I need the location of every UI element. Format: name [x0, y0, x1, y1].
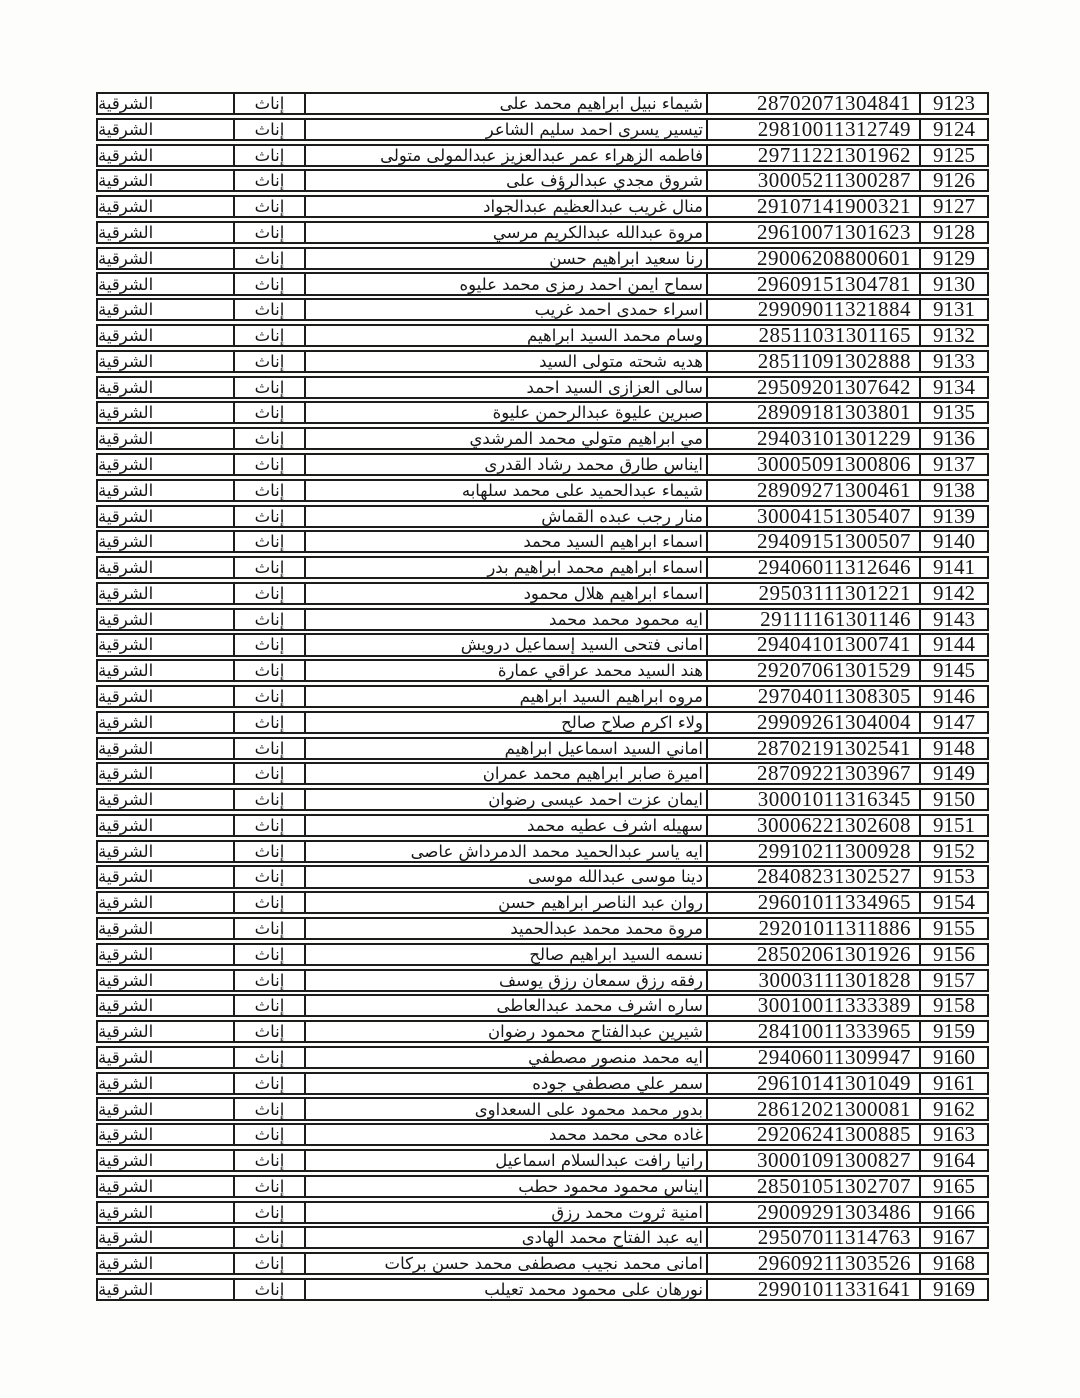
national-id-cell: 30010011333389 — [706, 996, 921, 1015]
governorate-cell: الشرقية — [98, 223, 235, 242]
national-id-cell: 29404101300741 — [706, 635, 921, 654]
gender-cell: إناث — [235, 249, 306, 268]
gender-cell: إناث — [235, 1203, 306, 1222]
governorate-cell: الشرقية — [98, 867, 235, 886]
governorate-cell: الشرقية — [98, 507, 235, 526]
person-name-cell: شيرين عبدالفتاح محمود رضوان — [488, 1022, 703, 1042]
serial-number-cell: 9145 — [933, 658, 975, 683]
table-row — [96, 350, 989, 373]
gender-cell: إناث — [235, 842, 306, 861]
governorate-cell: الشرقية — [98, 249, 235, 268]
national-id-cell: 29503111301221 — [706, 584, 921, 603]
table-row — [96, 556, 989, 579]
governorate-cell: الشرقية — [98, 971, 235, 990]
table-row — [96, 298, 989, 321]
gender-cell: إناث — [235, 403, 306, 422]
table-row — [96, 969, 989, 992]
national-id-cell: 30004151305407 — [706, 507, 921, 526]
national-id-cell: 29909261304004 — [706, 713, 921, 732]
national-id-cell: 29201011311886 — [706, 919, 921, 938]
table-row — [96, 865, 989, 888]
table-row — [96, 247, 989, 270]
serial-number-cell: 9152 — [933, 838, 975, 863]
serial-number-cell: 9151 — [933, 812, 975, 837]
gender-cell: إناث — [235, 146, 306, 165]
gender-cell: إناث — [235, 764, 306, 783]
serial-number-cell: 9153 — [933, 864, 975, 889]
governorate-cell: الشرقية — [98, 378, 235, 397]
table-row — [96, 917, 989, 940]
serial-number-cell: 9136 — [933, 426, 975, 451]
governorate-cell: الشرقية — [98, 94, 235, 113]
national-id-cell: 29403101301229 — [706, 429, 921, 448]
person-name-cell: سالى العزازى السيد احمد — [526, 377, 703, 397]
governorate-cell: الشرقية — [98, 1151, 235, 1170]
table-row — [96, 427, 989, 450]
governorate-cell: الشرقية — [98, 171, 235, 190]
person-name-cell: تيسير يسرى احمد سليم الشاعر — [485, 119, 703, 139]
person-name-cell: اماني السيد اسماعيل ابراهيم — [504, 738, 703, 758]
serial-number-cell: 9169 — [933, 1276, 975, 1301]
gender-cell: إناث — [235, 1177, 306, 1196]
national-id-cell: 30006221302608 — [706, 816, 921, 835]
gender-cell: إناث — [235, 429, 306, 448]
person-name-cell: اسماء ابراهيم السيد محمد — [523, 532, 703, 552]
governorate-cell: الشرقية — [98, 1074, 235, 1093]
gender-cell: إناث — [235, 171, 306, 190]
national-id-cell: 29609211303526 — [706, 1254, 921, 1273]
serial-number-cell: 9140 — [933, 529, 975, 554]
table-row — [96, 1252, 989, 1275]
national-id-cell: 29406011312646 — [706, 558, 921, 577]
person-name-cell: ايه محمد منصور مصطفي — [528, 1047, 703, 1067]
governorate-cell: الشرقية — [98, 1177, 235, 1196]
serial-number-cell: 9139 — [933, 503, 975, 528]
serial-number-cell: 9124 — [933, 116, 975, 141]
serial-number-cell: 9144 — [933, 632, 975, 657]
serial-number-cell: 9126 — [933, 168, 975, 193]
person-name-cell: فاطمه الزهراء عمر عبدالعزيز عبدالمولى متولى — [380, 145, 703, 165]
national-id-cell: 28511031301165 — [706, 326, 921, 345]
governorate-cell: الشرقية — [98, 429, 235, 448]
person-name-cell: امانى فتحى السيد إسماعيل درويش — [460, 635, 703, 655]
serial-number-cell: 9164 — [933, 1148, 975, 1173]
governorate-cell: الشرقية — [98, 842, 235, 861]
governorate-cell: الشرقية — [98, 945, 235, 964]
person-name-cell: سمر علي مصطفي جوده — [532, 1073, 703, 1093]
person-name-cell: ايناس طارق محمد رشاد القدرى — [484, 454, 703, 474]
governorate-cell: الشرقية — [98, 1125, 235, 1144]
person-name-cell: روان عبد الناصر ابراهيم حسن — [498, 893, 703, 913]
gender-cell: إناث — [235, 661, 306, 680]
person-name-cell: رنا سعيد ابراهيم حسن — [549, 248, 703, 268]
gender-cell: إناث — [235, 223, 306, 242]
serial-number-cell: 9125 — [933, 142, 975, 167]
person-name-cell: اسراء حمدى احمد غريب — [534, 300, 703, 320]
national-id-cell: 30003111301828 — [706, 971, 921, 990]
gender-cell: إناث — [235, 1074, 306, 1093]
gender-cell: إناث — [235, 945, 306, 964]
table-row — [96, 943, 989, 966]
person-name-cell: ايناس محمود محمود حطب — [518, 1176, 703, 1196]
table-row — [96, 1175, 989, 1198]
person-name-cell: سماح ايمن احمد رمزى محمد عليوه — [459, 274, 703, 294]
serial-number-cell: 9163 — [933, 1122, 975, 1147]
governorate-cell: الشرقية — [98, 1228, 235, 1247]
gender-cell: إناث — [235, 1099, 306, 1118]
gender-cell: إناث — [235, 867, 306, 886]
person-name-cell: اسماء ابراهيم محمد ابراهيم بدر — [487, 558, 703, 578]
table-row — [96, 891, 989, 914]
gender-cell: إناث — [235, 816, 306, 835]
table-row — [96, 1123, 989, 1146]
person-name-cell: ايه ياسر عبدالحميد محمد الدمرداش عاصى — [410, 841, 703, 861]
person-name-cell: دينا موسى عبدالله موسى — [528, 867, 703, 887]
national-id-cell: 28511091302888 — [706, 352, 921, 371]
serial-number-cell: 9150 — [933, 787, 975, 812]
governorate-cell: الشرقية — [98, 996, 235, 1015]
table-row — [96, 814, 989, 837]
national-id-cell: 30001091300827 — [706, 1151, 921, 1170]
governorate-cell: الشرقية — [98, 764, 235, 783]
person-name-cell: ساره اشرف محمد عبدالعاطى — [496, 996, 703, 1016]
person-name-cell: سهيله اشرف عطيه محمد — [527, 815, 703, 835]
serial-number-cell: 9147 — [933, 709, 975, 734]
national-id-cell: 28612021300081 — [706, 1099, 921, 1118]
person-name-cell: اميرة صابر ابراهيم محمد عمران — [482, 764, 703, 784]
gender-cell: إناث — [235, 893, 306, 912]
table-row — [96, 1226, 989, 1249]
governorate-cell: الشرقية — [98, 661, 235, 680]
serial-number-cell: 9167 — [933, 1225, 975, 1250]
national-id-cell: 28909181303801 — [706, 403, 921, 422]
gender-cell: إناث — [235, 790, 306, 809]
person-name-cell: مروة محمد محمد عبدالحميد — [510, 919, 703, 939]
serial-number-cell: 9159 — [933, 1019, 975, 1044]
governorate-cell: الشرقية — [98, 919, 235, 938]
serial-number-cell: 9129 — [933, 245, 975, 270]
person-name-cell: مروه ابراهيم السيد ابراهيم — [519, 687, 703, 707]
serial-number-cell: 9143 — [933, 606, 975, 631]
serial-number-cell: 9128 — [933, 219, 975, 244]
person-name-cell: غاده محى محمد محمد — [548, 1125, 703, 1145]
national-id-cell: 28702071304841 — [706, 94, 921, 113]
governorate-cell: الشرقية — [98, 274, 235, 293]
table-row — [96, 1046, 989, 1069]
table-row — [96, 1149, 989, 1172]
national-id-cell: 29810011312749 — [706, 120, 921, 139]
serial-number-cell: 9162 — [933, 1096, 975, 1121]
table-row — [96, 221, 989, 244]
table-row — [96, 92, 989, 115]
gender-cell: إناث — [235, 300, 306, 319]
governorate-cell: الشرقية — [98, 532, 235, 551]
governorate-cell: الشرقية — [98, 403, 235, 422]
gender-cell: إناث — [235, 507, 306, 526]
governorate-cell: الشرقية — [98, 1254, 235, 1273]
national-id-cell: 28709221303967 — [706, 764, 921, 783]
person-name-cell: ايمان عزت احمد عيسى رضوان — [488, 790, 703, 810]
gender-cell: إناث — [235, 1048, 306, 1067]
governorate-cell: الشرقية — [98, 352, 235, 371]
gender-cell: إناث — [235, 455, 306, 474]
serial-number-cell: 9161 — [933, 1070, 975, 1095]
gender-cell: إناث — [235, 326, 306, 345]
records-table — [96, 92, 989, 1301]
table-row — [96, 479, 989, 502]
governorate-cell: الشرقية — [98, 1048, 235, 1067]
national-id-cell: 29207061301529 — [706, 661, 921, 680]
person-name-cell: وسام محمد السيد ابراهيم — [527, 326, 703, 346]
table-row — [96, 659, 989, 682]
governorate-cell: الشرقية — [98, 1022, 235, 1041]
table-row — [96, 608, 989, 631]
serial-number-cell: 9148 — [933, 735, 975, 760]
national-id-cell: 29711221301962 — [706, 146, 921, 165]
national-id-cell: 28410011333965 — [706, 1022, 921, 1041]
governorate-cell: الشرقية — [98, 197, 235, 216]
gender-cell: إناث — [235, 274, 306, 293]
table-row — [96, 1020, 989, 1043]
national-id-cell: 28501051302707 — [706, 1177, 921, 1196]
serial-number-cell: 9130 — [933, 271, 975, 296]
national-id-cell: 30005211300287 — [706, 171, 921, 190]
national-id-cell: 29006208800601 — [706, 249, 921, 268]
national-id-cell: 29910211300928 — [706, 842, 921, 861]
serial-number-cell: 9158 — [933, 993, 975, 1018]
governorate-cell: الشرقية — [98, 816, 235, 835]
gender-cell: إناث — [235, 481, 306, 500]
person-name-cell: رانيا رافت عبدالسلام اسماعيل — [495, 1151, 703, 1171]
person-name-cell: صبرين عليوة عبدالرحمن عليوة — [492, 403, 703, 423]
gender-cell: إناث — [235, 120, 306, 139]
gender-cell: إناث — [235, 197, 306, 216]
serial-number-cell: 9138 — [933, 477, 975, 502]
table-row — [96, 633, 989, 656]
gender-cell: إناث — [235, 352, 306, 371]
gender-cell: إناث — [235, 584, 306, 603]
gender-cell: إناث — [235, 1280, 306, 1299]
national-id-cell: 28408231302527 — [706, 867, 921, 886]
table-row — [96, 324, 989, 347]
governorate-cell: الشرقية — [98, 146, 235, 165]
serial-number-cell: 9123 — [933, 91, 975, 116]
gender-cell: إناث — [235, 1254, 306, 1273]
governorate-cell: الشرقية — [98, 481, 235, 500]
national-id-cell: 29107141900321 — [706, 197, 921, 216]
serial-number-cell: 9127 — [933, 194, 975, 219]
person-name-cell: منال غريب عبدالعظيم عبدالجواد — [483, 197, 703, 217]
governorate-cell: الشرقية — [98, 635, 235, 654]
gender-cell: إناث — [235, 1228, 306, 1247]
gender-cell: إناث — [235, 558, 306, 577]
governorate-cell: الشرقية — [98, 300, 235, 319]
governorate-cell: الشرقية — [98, 713, 235, 732]
gender-cell: إناث — [235, 532, 306, 551]
table-row — [96, 1201, 989, 1224]
governorate-cell: الشرقية — [98, 584, 235, 603]
serial-number-cell: 9154 — [933, 890, 975, 915]
person-name-cell: مي ابراهيم متولي محمد المرشدي — [469, 429, 703, 449]
gender-cell: إناث — [235, 378, 306, 397]
governorate-cell: الشرقية — [98, 790, 235, 809]
gender-cell: إناث — [235, 739, 306, 758]
serial-number-cell: 9141 — [933, 555, 975, 580]
table-row — [96, 840, 989, 863]
national-id-cell: 28702191302541 — [706, 739, 921, 758]
table-row — [96, 994, 989, 1017]
national-id-cell: 30001011316345 — [706, 790, 921, 809]
serial-number-cell: 9133 — [933, 348, 975, 373]
table-row — [96, 272, 989, 295]
table-row — [96, 505, 989, 528]
gender-cell: إناث — [235, 996, 306, 1015]
gender-cell: إناث — [235, 713, 306, 732]
person-name-cell: نسمه السيد ابراهيم صالح — [529, 944, 703, 964]
national-id-cell: 29009291303486 — [706, 1203, 921, 1222]
person-name-cell: نورهان على محمود محمد تعيلب — [484, 1279, 703, 1299]
governorate-cell: الشرقية — [98, 1099, 235, 1118]
governorate-cell: الشرقية — [98, 120, 235, 139]
table-row — [96, 788, 989, 811]
national-id-cell: 30005091300806 — [706, 455, 921, 474]
table-row — [96, 1278, 989, 1301]
serial-number-cell: 9134 — [933, 374, 975, 399]
gender-cell: إناث — [235, 687, 306, 706]
person-name-cell: رفقه رزق سمعان رزق يوسف — [499, 970, 703, 990]
governorate-cell: الشرقية — [98, 1203, 235, 1222]
national-id-cell: 28909271300461 — [706, 481, 921, 500]
national-id-cell: 29909011321884 — [706, 300, 921, 319]
governorate-cell: الشرقية — [98, 687, 235, 706]
person-name-cell: ايه محمود محمد محمد — [548, 609, 703, 629]
table-row — [96, 762, 989, 785]
governorate-cell: الشرقية — [98, 558, 235, 577]
table-row — [96, 376, 989, 399]
serial-number-cell: 9168 — [933, 1251, 975, 1276]
serial-number-cell: 9137 — [933, 451, 975, 476]
gender-cell: إناث — [235, 94, 306, 113]
national-id-cell: 29507011314763 — [706, 1228, 921, 1247]
serial-number-cell: 9156 — [933, 941, 975, 966]
person-name-cell: هديه شحته متولى السيد — [539, 351, 703, 371]
person-name-cell: منار رجب عبده القماش — [541, 506, 703, 526]
national-id-cell: 29609151304781 — [706, 274, 921, 293]
serial-number-cell: 9165 — [933, 1173, 975, 1198]
gender-cell: إناث — [235, 971, 306, 990]
national-id-cell: 29509201307642 — [706, 378, 921, 397]
person-name-cell: امانى محمد نجيب مصطفى محمد حسن بركات — [384, 1254, 703, 1274]
table-row — [96, 737, 989, 760]
table-row — [96, 195, 989, 218]
governorate-cell: الشرقية — [98, 455, 235, 474]
serial-number-cell: 9166 — [933, 1199, 975, 1224]
table-row — [96, 401, 989, 424]
national-id-cell: 29409151300507 — [706, 532, 921, 551]
serial-number-cell: 9135 — [933, 400, 975, 425]
gender-cell: إناث — [235, 1022, 306, 1041]
table-row — [96, 1072, 989, 1095]
gender-cell: إناث — [235, 635, 306, 654]
person-name-cell: اسماء ابراهيم هلال محمود — [523, 583, 703, 603]
serial-number-cell: 9157 — [933, 967, 975, 992]
person-name-cell: مروة عبدالله عبدالكريم مرسي — [492, 222, 703, 242]
national-id-cell: 29206241300885 — [706, 1125, 921, 1144]
serial-number-cell: 9142 — [933, 580, 975, 605]
table-row — [96, 685, 989, 708]
serial-number-cell: 9160 — [933, 1044, 975, 1069]
table-row — [96, 530, 989, 553]
serial-number-cell: 9132 — [933, 323, 975, 348]
gender-cell: إناث — [235, 1125, 306, 1144]
person-name-cell: ايه عبد الفتاح محمد الهادى — [521, 1228, 703, 1248]
table-row — [96, 144, 989, 167]
person-name-cell: شيماء نبيل ابراهيم محمد على — [499, 94, 703, 114]
serial-number-cell: 9146 — [933, 684, 975, 709]
person-name-cell: ولاء اكرم صلاح صالح — [561, 712, 703, 732]
serial-number-cell: 9149 — [933, 761, 975, 786]
national-id-cell: 29610071301623 — [706, 223, 921, 242]
serial-number-cell: 9155 — [933, 916, 975, 941]
person-name-cell: بدور محمد محمود على السعداوى — [474, 1099, 703, 1119]
national-id-cell: 29406011309947 — [706, 1048, 921, 1067]
person-name-cell: امنية ثروت محمد رزق — [551, 1202, 703, 1222]
table-row — [96, 118, 989, 141]
table-row — [96, 453, 989, 476]
governorate-cell: الشرقية — [98, 1280, 235, 1299]
serial-number-cell: 9131 — [933, 297, 975, 322]
gender-cell: إناث — [235, 919, 306, 938]
person-name-cell: شيماء عبدالحميد على محمد سلهابه — [461, 480, 703, 500]
national-id-cell: 29111161301146 — [706, 610, 921, 629]
national-id-cell: 29901011331641 — [706, 1280, 921, 1299]
national-id-cell: 29601011334965 — [706, 893, 921, 912]
table-row — [96, 711, 989, 734]
national-id-cell: 29610141301049 — [706, 1074, 921, 1093]
national-id-cell: 29704011308305 — [706, 687, 921, 706]
table-row — [96, 582, 989, 605]
table-row — [96, 169, 989, 192]
gender-cell: إناث — [235, 1151, 306, 1170]
person-name-cell: شروق مجدي عبدالرؤف على — [506, 171, 703, 191]
national-id-cell: 28502061301926 — [706, 945, 921, 964]
table-row — [96, 1097, 989, 1120]
person-name-cell: هند السيد محمد عراقي عمارة — [497, 661, 703, 681]
governorate-cell: الشرقية — [98, 739, 235, 758]
governorate-cell: الشرقية — [98, 610, 235, 629]
gender-cell: إناث — [235, 610, 306, 629]
governorate-cell: الشرقية — [98, 893, 235, 912]
governorate-cell: الشرقية — [98, 326, 235, 345]
